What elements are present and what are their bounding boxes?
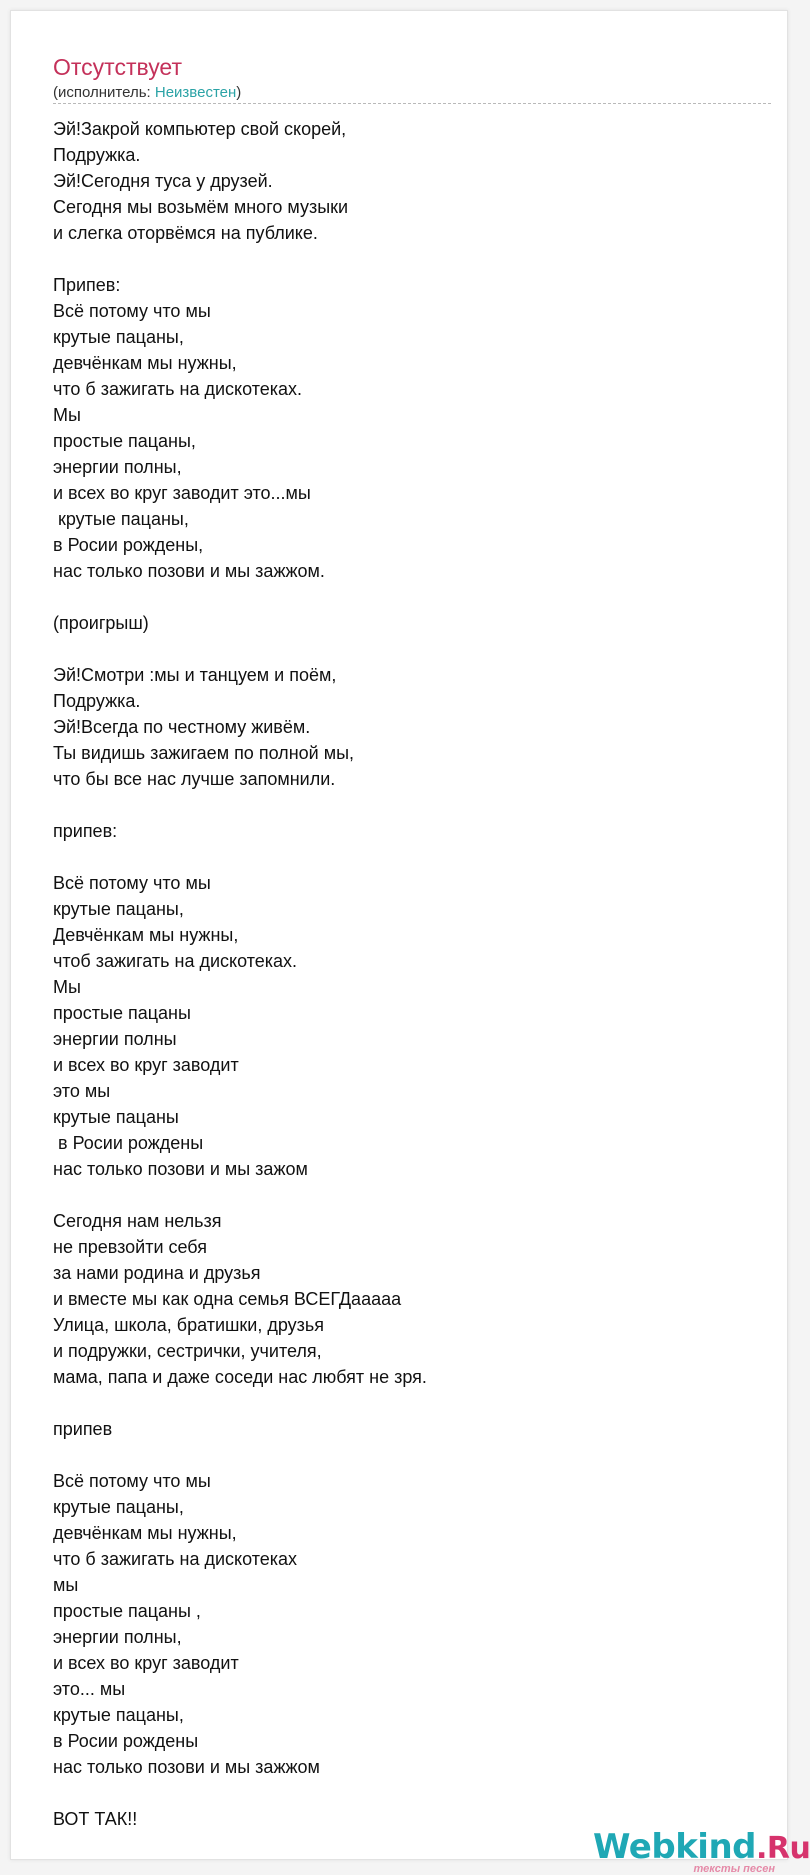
logo-tagline: тексты песен bbox=[693, 1863, 775, 1875]
header-divider bbox=[53, 103, 771, 104]
song-title: Отсутствует bbox=[53, 54, 182, 80]
site-logo[interactable] bbox=[593, 1827, 810, 1875]
artist-suffix: ) bbox=[236, 84, 242, 101]
lyrics-text: Эй!Закрой компьютер свой скорей, Подружка. Эй!Сегодня туса у друзей. Сегодня мы возьмём много музыки и слегка оторвёмся на публике. Припев: Всё потому что мы крутые пацаны, девчёнкам мы нужны, что б зажигать на дискотеках. Мы простые пацаны, энергии полны, и всех во круг заводит это...мы крутые пацаны, в Росии рождены, нас только позови и мы зажжом. (проигрыш) Эй!Смотри :мы и танцуем и поём, Подружка. Эй!Всегда по честному живём. Ты видишь зажигаем по полной мы, что бы все нас лучше запомнили. припев: Всё потому что мы крутые пацаны, Девчёнкам мы нужны, чтоб зажигать на дискотеках. Мы простые пацаны энергии полны и всех во круг заводит это мы крутые пацаны в Росии рождены нас только позови и мы зажом Сегодня нам нельзя не превзойти себя за нами родина и друзья и вместе мы как одна семья ВСЕГДааааа Улица, школа, братишки, друзья и подружки, сестрички, учителя, мама, папа и даже соседи нас любят не зря. припев Всё потому что мы крутые пацаны, девчёнкам мы нужны, что б зажигать на дискотеках мы простые пацаны , энергии полны, и всех во круг заводит это... мы крутые пацаны, в Росии рождены нас только позови и мы зажжом ВОТ ТАК!! bbox=[53, 119, 427, 1829]
artist-line bbox=[53, 84, 241, 102]
logo-main-text: Webkind bbox=[593, 1827, 756, 1867]
logo-domain-suffix: .Ru bbox=[756, 1831, 810, 1866]
lyrics-page bbox=[10, 10, 810, 1875]
artist-link[interactable]: Неизвестен bbox=[154, 84, 237, 101]
artist-prefix: (исполнитель: bbox=[53, 84, 155, 101]
